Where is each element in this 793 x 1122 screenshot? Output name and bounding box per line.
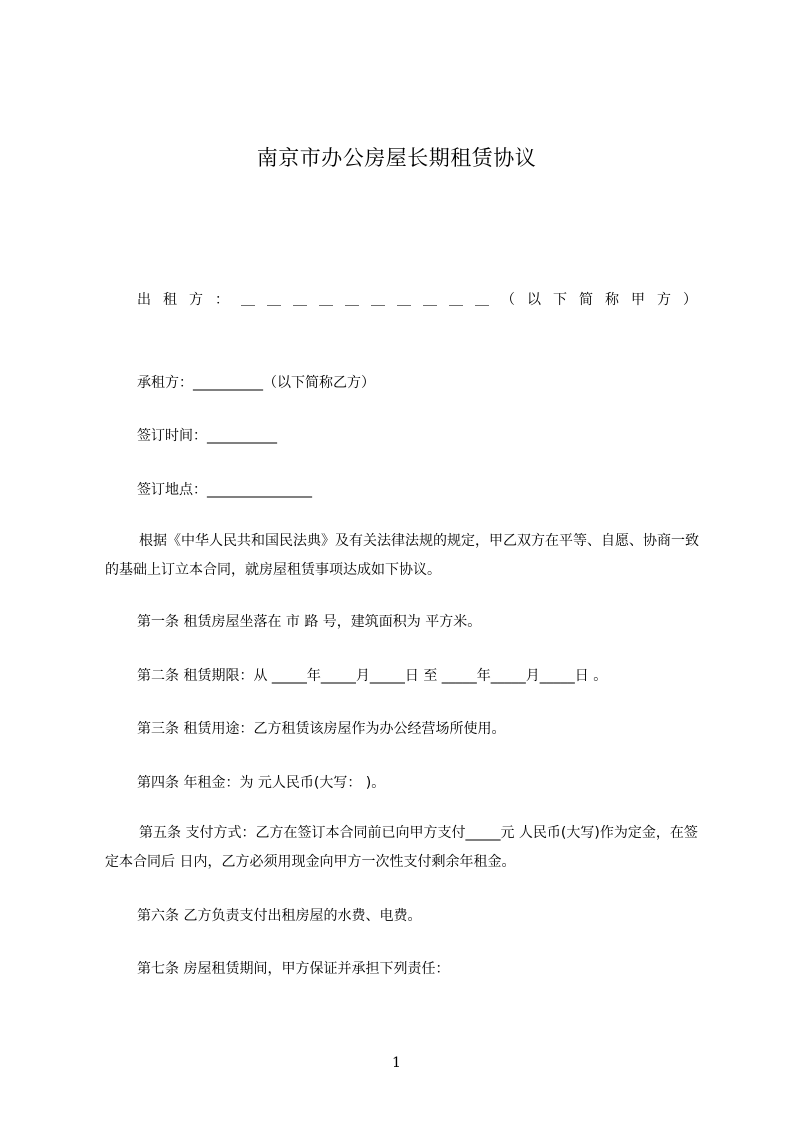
lessor-char: 方 <box>189 292 203 308</box>
lessee-line: 承租方：__________（以下简称乙方） <box>137 375 375 391</box>
lessor-char: 下 <box>553 292 567 308</box>
lessor-char: ＿ <box>293 292 307 308</box>
article-4: 第四条 年租金：为 元人民币(大写： )。 <box>137 775 386 791</box>
page-number: 1 <box>392 1055 401 1071</box>
page-title: 南京市办公房屋长期租赁协议 <box>256 146 537 170</box>
lessor-char: 租 <box>163 292 177 308</box>
lessor-char: 方 <box>657 292 671 308</box>
lessor-char: ＿ <box>319 292 333 308</box>
preamble-paragraph: 根据《中华人民共和国民法典》及有关法律法规的规定，甲乙双方在平等、自愿、协商一致的基础上订立本合同，就房屋租赁事项达成如下协议。 <box>105 533 699 578</box>
article-1: 第一条 租赁房屋坐落在 市 路 号，建筑面积为 平方米。 <box>137 614 482 630</box>
lessor-char: ＿ <box>475 292 489 308</box>
sign-place-line: 签订地点：_______________ <box>137 482 312 498</box>
article-7: 第七条 房屋租赁期间，甲方保证并承担下列责任： <box>137 961 450 977</box>
article-6: 第六条 乙方负责支付出租房屋的水费、电费。 <box>137 908 422 924</box>
lessor-char: ＿ <box>423 292 437 308</box>
lessor-line <box>137 289 697 309</box>
article-3: 第三条 租赁用途：乙方租赁该房屋作为办公经营场所使用。 <box>137 721 506 737</box>
lessor-char: ＿ <box>345 292 359 308</box>
lessor-char: 甲 <box>631 292 645 308</box>
lessor-char: ＿ <box>449 292 463 308</box>
lessor-char: ） <box>683 292 697 308</box>
lessor-char: 称 <box>605 292 619 308</box>
article-2: 第二条 租赁期限：从 _____年_____月_____日 至 _____年_____月_____日 。 <box>137 668 608 684</box>
lessor-char: ＿ <box>371 292 385 308</box>
lessor-char: 简 <box>579 292 593 308</box>
lessor-char: ： <box>215 292 229 308</box>
lessor-char: ＿ <box>241 292 255 308</box>
lessor-char: 以 <box>527 292 541 308</box>
lessor-char: 出 <box>137 292 151 308</box>
article-5: 第五条 支付方式：乙方在签订本合同前已向甲方支付_____元 人民币(大写)作为定金，在签定本合同后 日内，乙方必须用现金向甲方一次性支付剩余年租金。 <box>105 825 698 870</box>
lessor-char: ＿ <box>267 292 281 308</box>
lessor-char: （ <box>501 292 515 308</box>
sign-time-line: 签订时间：__________ <box>137 428 277 444</box>
lessor-char: ＿ <box>397 292 411 308</box>
